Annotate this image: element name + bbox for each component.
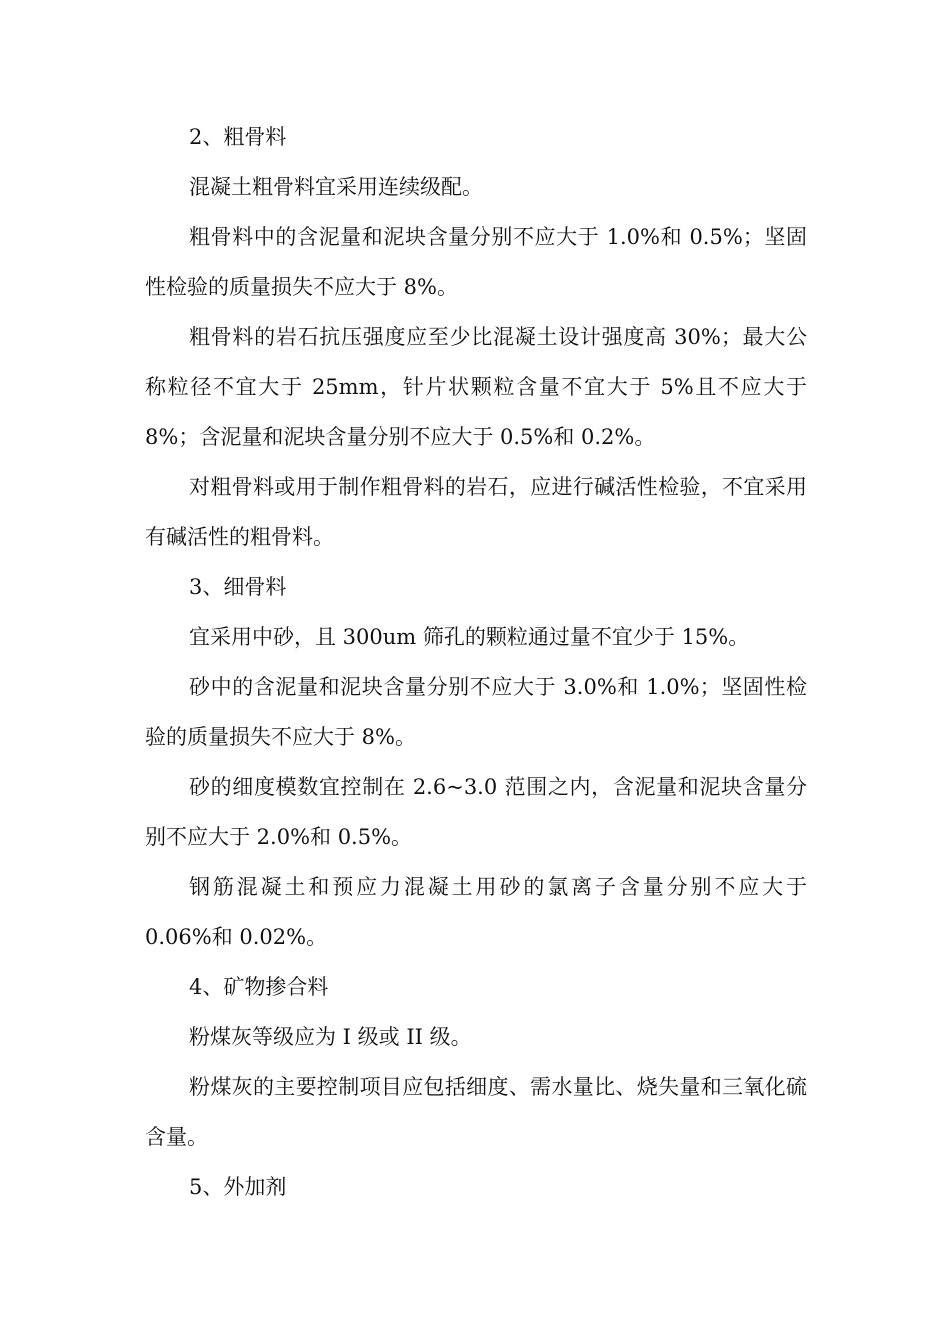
paragraph: 宜采用中砂，且 300um 筛孔的颗粒通过量不宜少于 15%。 [189,625,750,649]
section-heading-admixture: 5、外加剂 [189,1175,287,1199]
paragraph: 砂的细度模数宜控制在 2.6~3.0 范围之内，含泥量和泥块含量分别不应大于 2.0%和 0.5%。 [145,775,807,849]
paragraph: 粗骨料的岩石抗压强度应至少比混凝土设计强度高 30%；最大公称粒径不宜大于 25mm，针片状颗粒含量不宜大于 5%且不应大于 8%；含泥量和泥块含量分别不应大于 0.5%和 0.2%。 [145,325,807,449]
section-heading-fine-aggregate: 3、细骨料 [189,575,287,599]
paragraph: 粉煤灰的主要控制项目应包括细度、需水量比、烧失量和三氧化硫含量。 [145,1075,807,1149]
paragraph: 对粗骨料或用于制作粗骨料的岩石，应进行碱活性检验，不宜采用有碱活性的粗骨料。 [145,475,807,549]
section-heading-mineral-admixture: 4、矿物掺合料 [189,975,329,999]
paragraph: 混凝土粗骨料宜采用连续级配。 [189,175,483,199]
paragraph: 砂中的含泥量和泥块含量分别不应大于 3.0%和 1.0%；坚固性检验的质量损失不应大于 8%。 [145,675,807,749]
paragraph: 粗骨料中的含泥量和泥块含量分别不应大于 1.0%和 0.5%；坚固性检验的质量损失不应大于 8%。 [145,225,807,299]
document-body [145,112,807,1212]
paragraph: 钢筋混凝土和预应力混凝土用砂的氯离子含量分别不应大于 0.06%和 0.02%。 [145,875,807,949]
section-heading-coarse-aggregate: 2、粗骨料 [189,125,287,149]
paragraph: 粉煤灰等级应为 I 级或 II 级。 [189,1025,472,1049]
